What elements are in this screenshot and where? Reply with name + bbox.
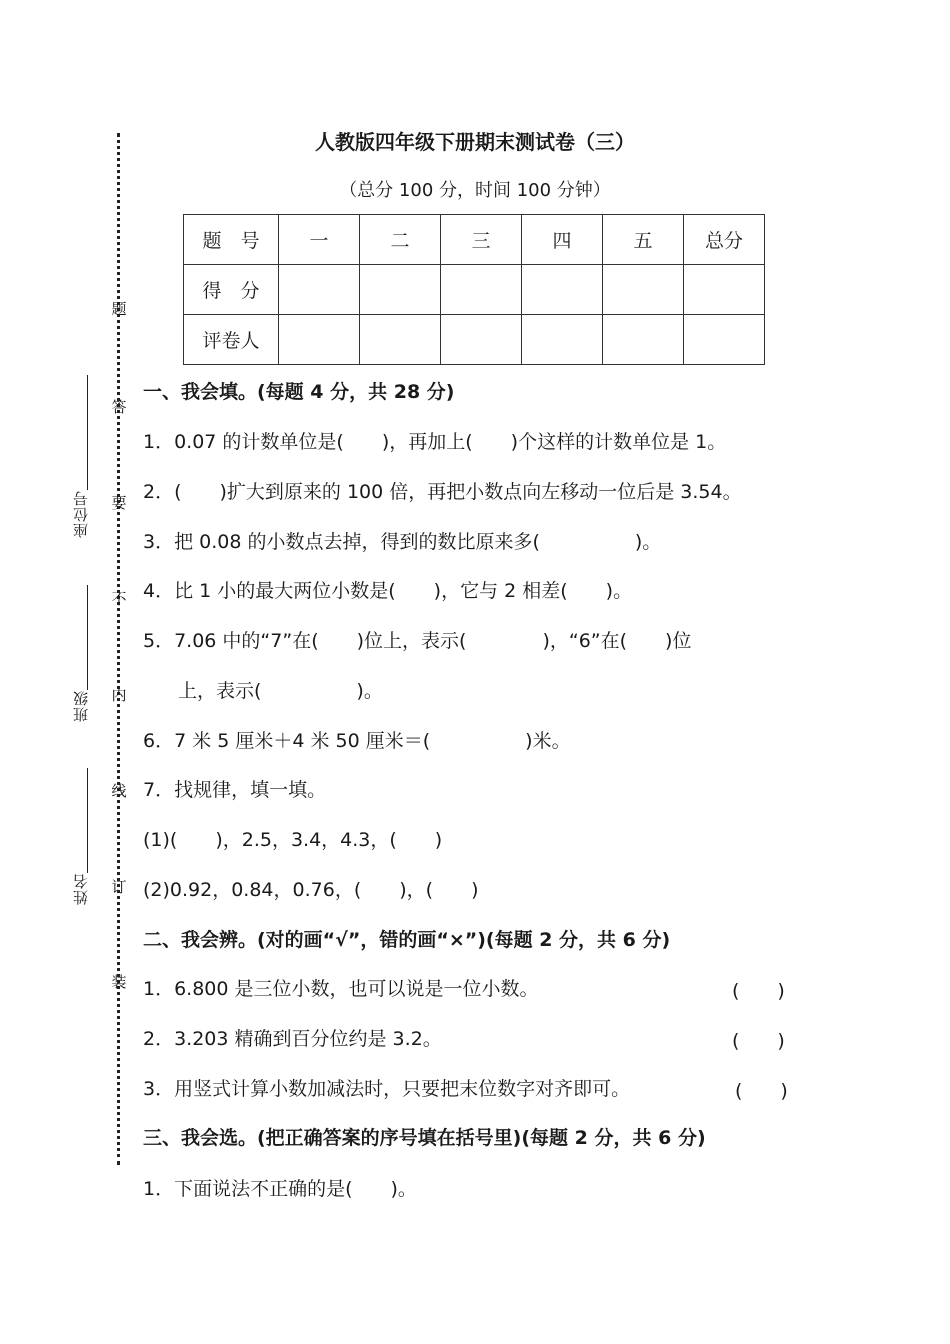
table-header-cell: 总分 bbox=[684, 215, 765, 265]
question-text: 4．比 1 小的最大两位小数是( )，它与 2 相差( )。 bbox=[143, 580, 633, 602]
score-row bbox=[184, 265, 765, 315]
question-text: 2．3.203 精确到百分位约是 3.2。 bbox=[143, 1028, 442, 1050]
table-header-cell: 题 号 bbox=[184, 215, 279, 265]
score-cell[interactable] bbox=[360, 265, 441, 315]
score-cell[interactable] bbox=[684, 265, 765, 315]
question-text: 1．0.07 的计数单位是( )，再加上( )个这样的计数单位是 1。 bbox=[143, 431, 727, 453]
binding-dotted-line bbox=[117, 133, 120, 1165]
question-text: (1)( )，2.5，3.4，4.3，( ) bbox=[143, 829, 443, 851]
question-text: 上，表示( )。 bbox=[178, 680, 383, 702]
margin-char: 答 bbox=[111, 398, 127, 416]
grader-row bbox=[184, 315, 765, 365]
score-cell[interactable] bbox=[441, 265, 522, 315]
margin-char: 装 bbox=[111, 973, 127, 991]
margin-char: 不 bbox=[111, 590, 127, 608]
grader-cell[interactable] bbox=[279, 315, 360, 365]
score-cell[interactable] bbox=[603, 265, 684, 315]
class-blank[interactable] bbox=[87, 585, 88, 690]
question-text: 2．( )扩大到原来的 100 倍，再把小数点向左移动一位后是 3.54。 bbox=[143, 481, 742, 503]
grader-cell[interactable] bbox=[360, 315, 441, 365]
grader-row-label: 评卷人 bbox=[184, 315, 279, 365]
grader-cell[interactable] bbox=[522, 315, 603, 365]
score-row-label: 得 分 bbox=[184, 265, 279, 315]
seat-number-label: 座位号 bbox=[72, 490, 90, 538]
page-title: 人教版四年级下册期末测试卷（三） bbox=[315, 130, 635, 154]
page-subtitle: （总分 100 分，时间 100 分钟） bbox=[339, 180, 611, 201]
grader-cell[interactable] bbox=[684, 315, 765, 365]
score-cell[interactable] bbox=[279, 265, 360, 315]
question-text: 1．下面说法不正确的是( )。 bbox=[143, 1178, 417, 1200]
question-text: (2)0.92，0.84，0.76，( )，( ) bbox=[143, 879, 479, 901]
answer-paren[interactable]: ( ) bbox=[732, 980, 785, 1002]
margin-char: 订 bbox=[111, 878, 127, 896]
grader-cell[interactable] bbox=[603, 315, 684, 365]
question-text: 1．6.800 是三位小数，也可以说是一位小数。 bbox=[143, 978, 539, 1000]
question-text: 6．7 米 5 厘米＋4 米 50 厘米＝( )米。 bbox=[143, 730, 571, 752]
table-header-cell: 三 bbox=[441, 215, 522, 265]
question-text: 7．找规律，填一填。 bbox=[143, 779, 327, 801]
class-label: 班级 bbox=[72, 690, 90, 722]
table-header-cell: 二 bbox=[360, 215, 441, 265]
margin-char: 要 bbox=[111, 494, 127, 512]
margin-char: 题 bbox=[111, 300, 127, 318]
seat-number-blank[interactable] bbox=[87, 375, 88, 490]
question-text: 3．把 0.08 的小数点去掉，得到的数比原来多( )。 bbox=[143, 531, 662, 553]
margin-char: 内 bbox=[111, 686, 127, 704]
question-text: 3．用竖式计算小数加减法时，只要把末位数字对齐即可。 bbox=[143, 1078, 631, 1100]
score-cell[interactable] bbox=[522, 265, 603, 315]
section-heading: 二、我会辨。(对的画“√”，错的画“×”)(每题 2 分，共 6 分) bbox=[143, 929, 671, 951]
name-blank[interactable] bbox=[87, 768, 88, 873]
answer-paren[interactable]: ( ) bbox=[735, 1080, 788, 1102]
score-table bbox=[183, 214, 765, 365]
section-heading: 三、我会选。(把正确答案的序号填在括号里)(每题 2 分，共 6 分) bbox=[143, 1127, 706, 1149]
grader-cell[interactable] bbox=[441, 315, 522, 365]
margin-char: 线 bbox=[111, 782, 127, 800]
question-text: 5．7.06 中的“7”在( )位上，表示( )，“6”在( )位 bbox=[143, 630, 692, 652]
name-label: 姓名 bbox=[72, 873, 90, 905]
answer-paren[interactable]: ( ) bbox=[732, 1030, 785, 1052]
section-heading: 一、我会填。(每题 4 分，共 28 分) bbox=[143, 381, 455, 403]
table-header-cell: 五 bbox=[603, 215, 684, 265]
score-table-header-row bbox=[184, 215, 765, 265]
table-header-cell: 一 bbox=[279, 215, 360, 265]
table-header-cell: 四 bbox=[522, 215, 603, 265]
